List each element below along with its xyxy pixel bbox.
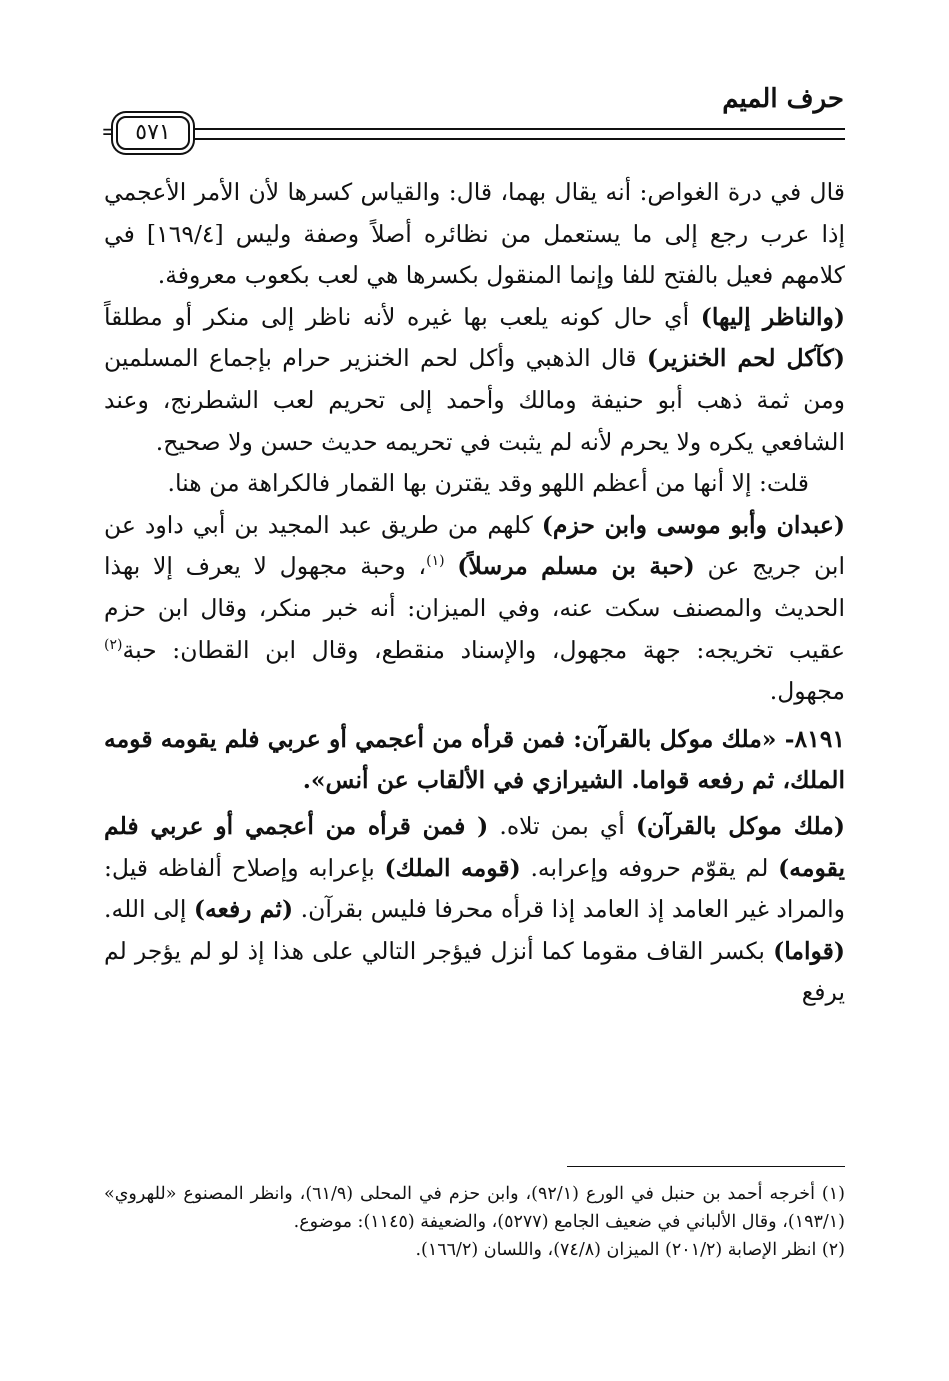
text-span: بكسر القاف مقوما كما أنزل فيؤجر التالي على هذا إذ لو لم يؤجر لم يرفع bbox=[104, 936, 845, 1007]
text-span: أي حال كونه يلعب بها غيره لأنه ناظر إلى منكر أو مطلقاً bbox=[104, 302, 701, 331]
footnote-divider bbox=[567, 1166, 845, 1167]
bold-phrase: (ملك موكل بالقرآن) bbox=[635, 811, 845, 840]
bold-phrase: (قواما) bbox=[773, 936, 845, 965]
bold-phrase: (قومه الملك) bbox=[384, 853, 521, 882]
text-span: إلى الله. bbox=[104, 895, 194, 924]
hadith-entry bbox=[104, 719, 845, 802]
bold-phrase: ( فمن قرأه من أعجمي أو عربي فلم يقومه) bbox=[104, 811, 846, 882]
text-span: بإعرابه وإصلاح ألفاظه قيل: والمراد غير العامد إذ العامد إذا قرأه محرفا فليس بقرآن. bbox=[104, 853, 845, 924]
bold-phrase: (ثم رفعه) bbox=[193, 895, 294, 924]
paragraph-6 bbox=[104, 806, 845, 1014]
text-span: لم يقوّم حروفه وإعرابه. bbox=[520, 853, 779, 882]
bold-phrase: (حبة بن مسلم مرسلاً) bbox=[457, 552, 695, 581]
text-span: أي بمن تلاه. bbox=[488, 811, 636, 840]
main-text bbox=[104, 172, 845, 1014]
chapter-title: حرف الميم bbox=[722, 84, 844, 114]
header-double-rule bbox=[190, 128, 845, 140]
hadith-text: ٨١٩١- «ملك موكل بالقرآن: فمن قرأه من أعجمي أو عربي فلم يقومه قومه الملك، ثم رفعه قواما. الشيرازي في الألقاب عن أنس». bbox=[104, 724, 845, 795]
paragraph-3: قلت: إلا أنها من أعظم اللهو وقد يقترن بها القمار فالكراهة من هنا. bbox=[167, 469, 809, 498]
text-span: كلهم من طريق عبد المجيد بن أبي داود عن ابن جريج عن bbox=[104, 510, 845, 581]
paragraph-2 bbox=[104, 297, 845, 463]
text-span: قال الذهبي وأكل لحم الخنزير حرام بإجماع المسلمين ومن ثمة ذهب أبو حنيفة ومالك وأحمد إلى تحريم لعب الشطرنج، وعند الشافعي يكره ولا يحرم لأنه لم يثبت في تحريمه حديث حسن ولا صحيح. bbox=[104, 344, 845, 456]
bold-phrase: (والناظر إليها) bbox=[700, 302, 845, 331]
page-number: ٥٧١ bbox=[116, 116, 190, 150]
text-span: ، وحبة مجهول لا يعرف إلا بهذا الحديث والمصنف سكت عنه، وفي الميزان: أنه خبر منكر، وقال ابن حزم عقيب تخريجه: جهة مجهول، والإسناد منقطع، وقال ابن القطان: حبة bbox=[104, 552, 845, 664]
footnote-ref-1: (١) bbox=[426, 553, 445, 570]
footnote-1: (١) أخرجه أحمد بن حنبل في الورع (٩٢/١)، وابن حزم في المحلى (٦١/٩)، وانظر المصنوع «للهروي» (١٩٣/١)، وقال الألباني في ضعيف الجامع (٥٢٧٧)، والضعيفة (١١٤٥): موضوع. bbox=[104, 1184, 845, 1232]
footnotes bbox=[104, 1180, 845, 1264]
bold-phrase: (كآكل لحم الخنزير) bbox=[646, 344, 846, 373]
text-span: مجهول. bbox=[769, 677, 845, 706]
paragraph-4 bbox=[104, 505, 845, 713]
footnote-ref-2: (٢) bbox=[104, 636, 123, 653]
footnote-2: (٢) انظر الإصابة (٢٠١/٢) الميزان (٧٤/٨)، واللسان (١٦٦/٢). bbox=[415, 1240, 845, 1260]
bold-phrase: (عبدان وأبو موسى وابن حزم) bbox=[541, 510, 845, 539]
paragraph-1: قال في درة الغواص: أنه يقال بهما، قال: والقياس كسرها لأن الأمر الأعجمي إذا عرب رجع إلى ما يستعمل من نظائره أصلاً وصفة وليس [١٦٩/٤] في كلامهم فعيل بالفتح للفا وإنما المنقول بكسرها هي لعب بكعوب معروفة. bbox=[104, 178, 845, 290]
header-dash: = bbox=[101, 120, 120, 145]
